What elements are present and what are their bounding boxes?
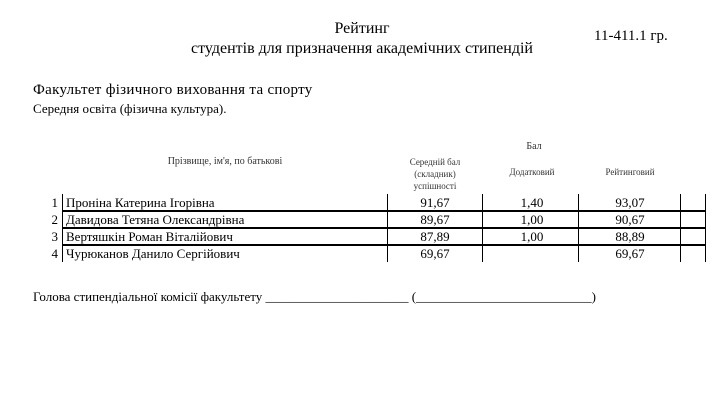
column-divider — [482, 194, 483, 262]
average-score: 91,67 — [420, 195, 450, 210]
row-divider — [62, 244, 706, 246]
header-bal: Бал — [526, 141, 542, 152]
row-number: 1 — [51, 195, 58, 210]
additional-score: 1,40 — [520, 195, 544, 210]
row-number: 3 — [51, 229, 58, 244]
student-name: Проніна Катерина Ігорівна — [66, 195, 215, 210]
header-average-line3: успішності — [413, 181, 457, 191]
additional-score: 1,00 — [520, 212, 544, 227]
document-subtitle: студентів для призначення академічних стипендій — [190, 40, 533, 57]
header-average-score — [390, 156, 480, 192]
additional-score: 1,00 — [520, 229, 544, 244]
rating-score: 69,67 — [615, 246, 645, 261]
group-number: 11-411.1 гр. — [594, 28, 668, 44]
header-additional: Додатковий — [509, 167, 555, 177]
rating-score: 93,07 — [615, 195, 645, 210]
average-score: 87,89 — [420, 229, 450, 244]
header-rating: Рейтинговий — [605, 167, 655, 177]
average-score: 89,67 — [420, 212, 450, 227]
student-name: Вертяшкін Роман Віталійович — [66, 229, 233, 244]
column-divider — [578, 194, 579, 262]
row-number: 2 — [51, 212, 58, 227]
faculty-name: Факультет фізичного виховання та спорту — [33, 82, 313, 98]
row-divider — [62, 210, 706, 212]
student-name: Чурюканов Данило Сергійович — [66, 246, 240, 261]
column-divider — [680, 194, 681, 262]
header-full-name: Прізвище, ім'я, по батькові — [167, 156, 283, 167]
average-score: 69,67 — [420, 246, 450, 261]
row-number: 4 — [51, 246, 58, 261]
column-divider — [62, 194, 63, 262]
additional-score — [484, 245, 580, 262]
column-divider — [705, 194, 706, 262]
table-row — [0, 245, 724, 263]
signature-line: Голова стипендіальної комісії факультету ______________________ (___________________________) — [33, 289, 596, 304]
document-title: Рейтинг — [334, 20, 390, 37]
rating-score: 88,89 — [615, 229, 645, 244]
student-name: Давидова Тетяна Олександрівна — [66, 212, 245, 227]
specialty-name: Середня освіта (фізична культура). — [33, 101, 227, 116]
column-divider — [387, 194, 388, 262]
row-divider — [62, 227, 706, 229]
header-average-line2: (складник) — [414, 169, 456, 179]
header-average-line1: Середній бал — [409, 157, 461, 167]
rating-score: 90,67 — [615, 212, 645, 227]
